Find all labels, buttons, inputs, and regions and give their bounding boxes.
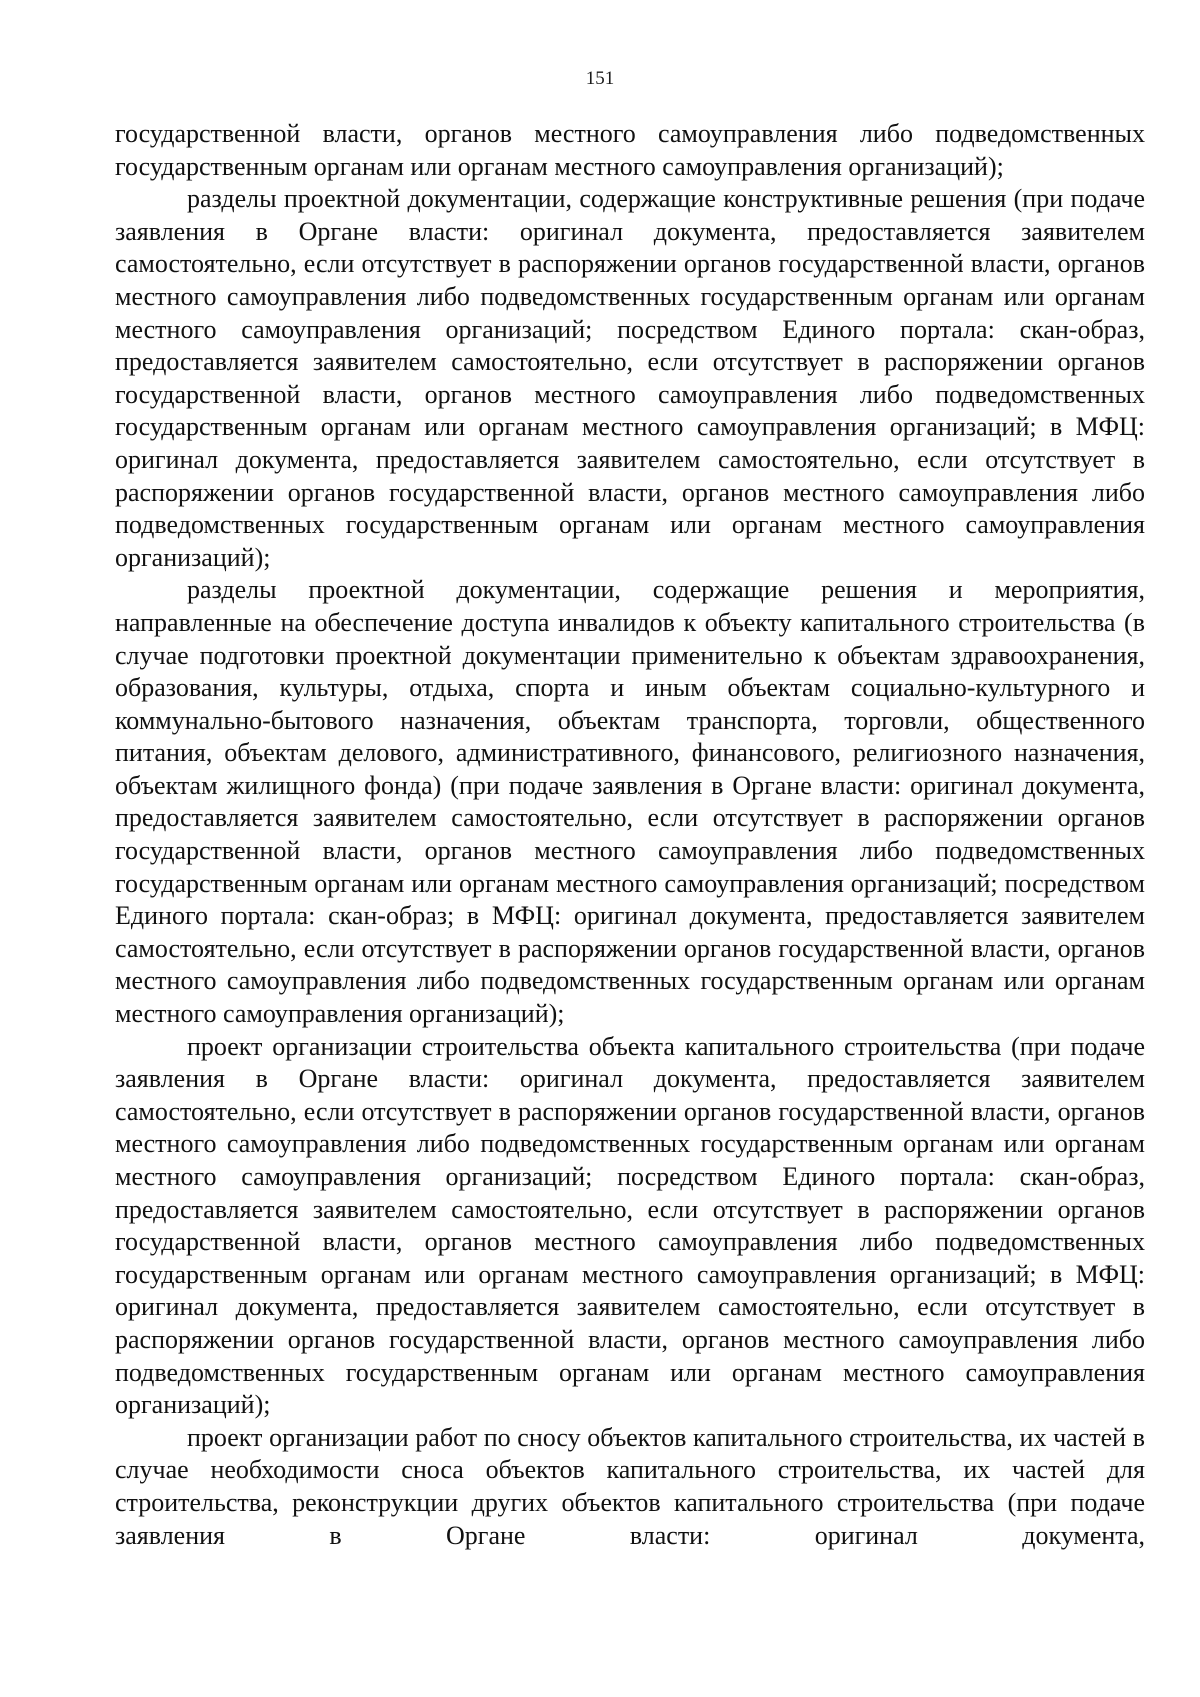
paragraph-1: государственной власти, органов местного самоуправления либо подведомственных государственным органам или органам местного самоуправления организаций); [115, 119, 1145, 181]
paragraph-5: проект организации работ по сносу объектов капитального строительства, их частей в случае необходимости сноса объектов капитального строительства, их частей для строительства, реконструкции других объектов капитального строительства (при подаче заявления в Органе власти: оригинал документа, [115, 1422, 1145, 1550]
paragraph-4: проект организации строительства объекта капитального строительства (при подаче заявления в Органе власти: оригинал документа, предоставляется заявителем самостоятельно, если отсутствует в распоряжении органов государственной власти, органов местного самоуправления либо подведомственных государственным органам или органам местного самоуправления организаций; посредством Единого портала: скан-образ, предоставляется заявителем самостоятельно, если отсутствует в распоряжении органов государственной власти, органов местного самоуправления либо подведомственных государственным органам или органам местного самоуправления организаций; в МФЦ: оригинал документа, предоставляется заявителем самостоятельно, если отсутствует в распоряжении органов государственной власти, органов местного самоуправления либо подведомственных государственным органам или органам местного самоуправления организаций); [115, 1031, 1145, 1420]
page-number: 151 [585, 68, 615, 89]
paragraph-2: разделы проектной документации, содержащие конструктивные решения (при подаче заявления в Органе власти: оригинал документа, предоставляется заявителем самостоятельно, если отсутствует в распоряжении органов государственной власти, органов местного самоуправления либо подведомственных государственным органам или органам местного самоуправления организаций; посредством Единого портала: скан-образ, предоставляется заявителем самостоятельно, если отсутствует в распоряжении органов государственной власти, органов местного самоуправления либо подведомственных государственным органам или органам местного самоуправления организаций; в МФЦ: оригинал документа, предоставляется заявителем самостоятельно, если отсутствует в распоряжении органов государственной власти, органов местного самоуправления либо подведомственных государственным органам или органам местного самоуправления организаций); [115, 184, 1145, 572]
paragraph-3: разделы проектной документации, содержащие решения и мероприятия, направленные на обеспечение доступа инвалидов к объекту капитального строительства (в случае подготовки проектной документации применительно к объектам здравоохранения, образования, культуры, отдыха, спорта и иным объектам социально-культурного и коммунально-бытового назначения, объектам транспорта, торговли, общественного питания, объектам делового, административного, финансового, религиозного назначения, объектам жилищного фонда) (при подаче заявления в Органе власти: оригинал документа, предоставляется заявителем самостоятельно, если отсутствует в распоряжении органов государственной власти, органов местного самоуправления либо подведомственных государственным органам или органам местного самоуправления организаций; посредством Единого портала: скан-образ; в МФЦ: оригинал документа, предоставляется заявителем самостоятельно, если отсутствует в распоряжении органов государственной власти, органов местного самоуправления либо подведомственных государственным органам или органам местного самоуправления организаций); [115, 575, 1145, 1029]
document-body [115, 118, 1145, 1552]
